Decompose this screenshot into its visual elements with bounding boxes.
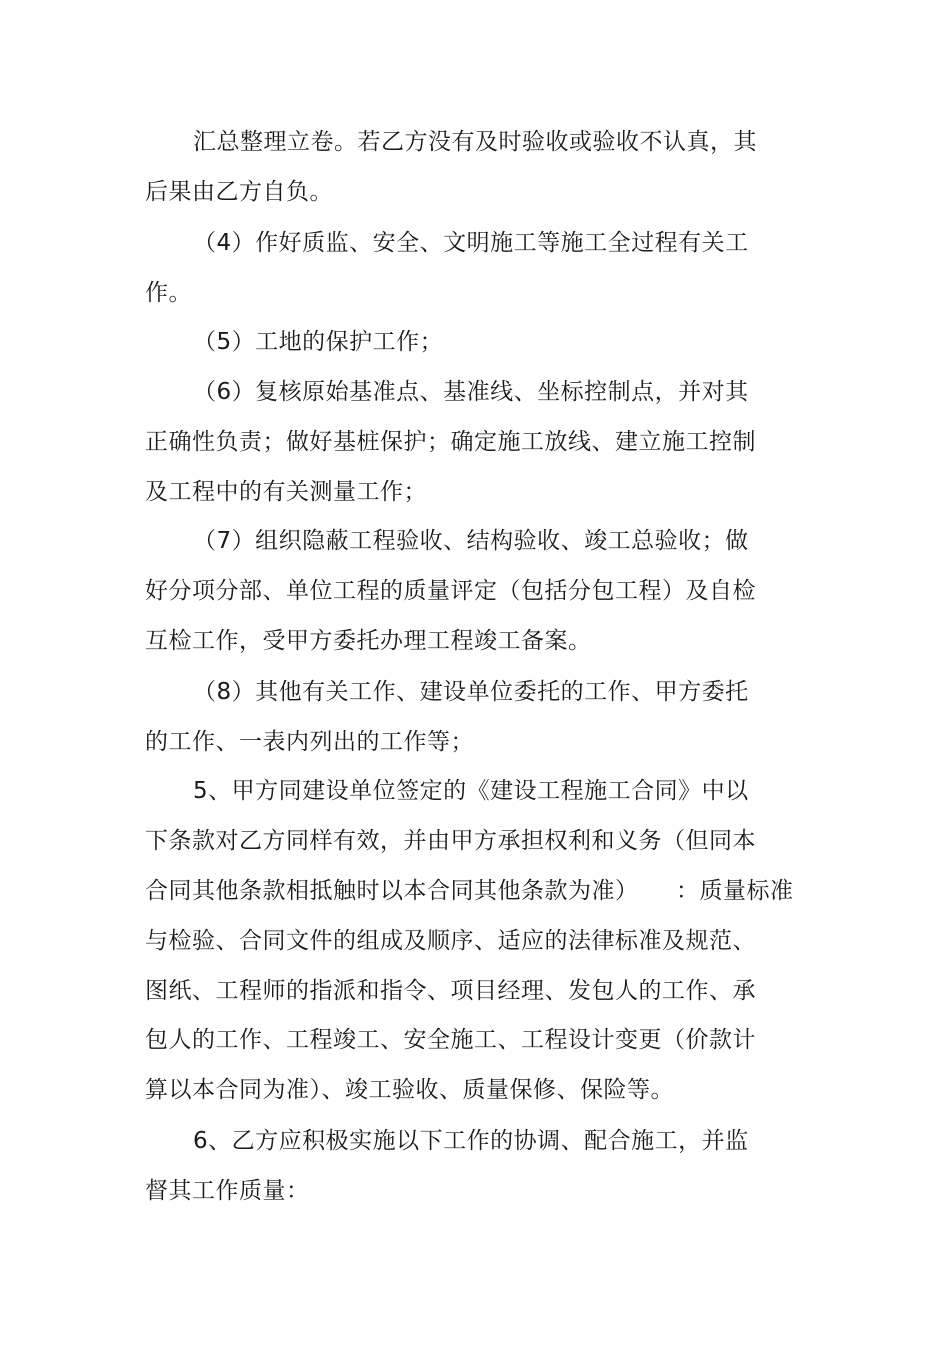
text-line: 图纸、工程师的指派和指令、项目经理、发包人的工作、承 bbox=[145, 978, 756, 1004]
text-line: 互检工作，受甲方委托办理工程竣工备案。 bbox=[145, 628, 592, 654]
text-line: 算以本合同为准）、竣工验收、质量保修、保险等。 bbox=[145, 1077, 674, 1103]
text-line: 与检验、合同文件的组成及顺序、适应的法律标准及规范、 bbox=[145, 928, 756, 954]
text-line: （4）作好质监、安全、文明施工等施工全过程有关工 bbox=[193, 230, 749, 256]
text-line: 后果由乙方自负。 bbox=[145, 179, 333, 205]
text-line: 的工作、一表内列出的工作等； bbox=[145, 729, 474, 755]
text-line: 及工程中的有关测量工作； bbox=[145, 479, 427, 505]
text-line: （8）其他有关工作、建设单位委托的工作、甲方委托 bbox=[193, 679, 749, 705]
text-line: 6、乙方应积极实施以下工作的协调、配合施工，并监 bbox=[193, 1128, 749, 1154]
text-line: 正确性负责；做好基桩保护；确定施工放线、建立施工控制 bbox=[145, 429, 756, 455]
text-line: （7）组织隐蔽工程验收、结构验收、竣工总验收；做 bbox=[193, 528, 749, 554]
text-line: 好分项分部、单位工程的质量评定（包括分包工程）及自检 bbox=[145, 578, 756, 604]
text-line: （5）工地的保护工作； bbox=[193, 329, 444, 355]
text-line: 包人的工作、工程竣工、安全施工、工程设计变更（价款计 bbox=[145, 1027, 756, 1053]
text-line: 合同其他条款相抵触时以本合同其他条款为准） bbox=[145, 878, 639, 904]
text-line: ：质量标准 bbox=[676, 878, 794, 904]
text-line: 督其工作质量： bbox=[145, 1178, 310, 1204]
text-line: （6）复核原始基准点、基准线、坐标控制点，并对其 bbox=[193, 379, 749, 405]
text-line: 作。 bbox=[145, 280, 192, 306]
text-line: 汇总整理立卷。若乙方没有及时验收或验收不认真，其 bbox=[193, 129, 757, 155]
text-line: 下条款对乙方同样有效，并由甲方承担权利和义务（但同本 bbox=[145, 828, 756, 854]
text-line: 5、甲方同建设单位签定的《建设工程施工合同》中以 bbox=[193, 778, 749, 804]
